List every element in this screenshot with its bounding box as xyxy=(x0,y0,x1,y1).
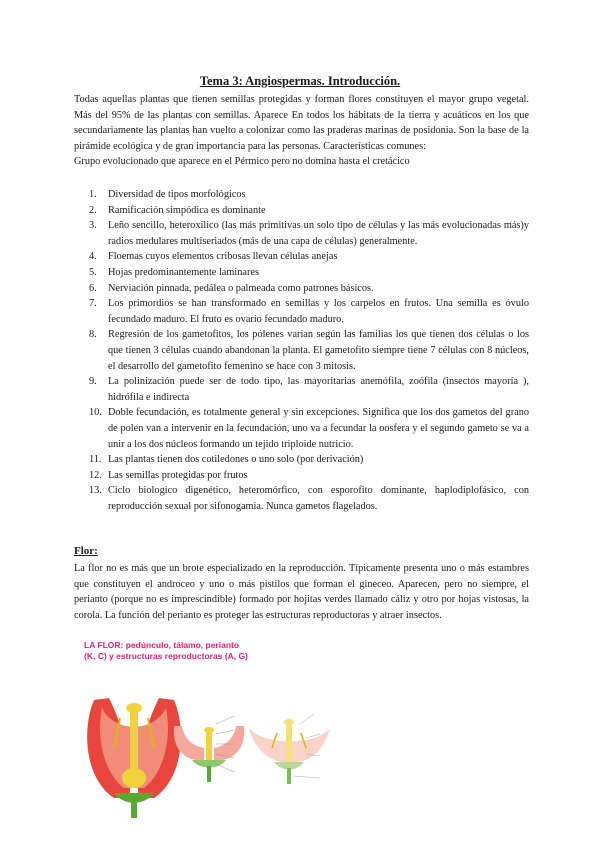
list-item: 13. Ciclo biologico digenético, heteromórfico, con esporofito dominante, haplodiplofásico, con reproducción sexual por sifonogamia. Nunca gametos flagelados. xyxy=(89,485,529,512)
list-item: 2. Ramificación simpódica es dominante xyxy=(89,204,266,216)
large-flower-illustration xyxy=(87,698,181,818)
flower-diagram xyxy=(74,638,374,818)
intro-paragraph: Todas aquellas plantas que tienen semillas protegidas y forman flores constituyen el mayor grupo vegetal. Más del 95% de las plantas con semillas. Aparece En todos los hábitats de la tierra y acuáticos en los que secundariamente las plantas han vuelto a colonizar como las praderas marinas de posidonia. Son la base de la pirámide ecológica y de gran importancia para las personas. Características comunes: xyxy=(74,94,529,152)
list-item: 5. Hojas predominantemente laminares xyxy=(89,266,259,278)
intro-lead: Grupo evolucionado que aparece en el Pérmico pero no domina hasta el cretácico xyxy=(74,156,410,168)
list-item: 12. Las semillas protegidas por frutos xyxy=(89,469,248,481)
list-item: 10. Doble fecundación, es totalmente general y sin excepciones. Significa que los dos gametos del grano de polen van a intervenir en la fecundación, uno va a fecundar la oosfera y el segundo gameto se va a unir a los dos núcleos formando un tejido triploide nutricio. xyxy=(89,407,529,450)
list-item: 1. Diversidad de tipos morfológicos xyxy=(89,189,246,200)
flor-heading: Flor: xyxy=(74,545,98,557)
characteristics-list xyxy=(74,187,529,514)
flower-figure xyxy=(74,638,374,818)
list-item: 8. Regresión de los gametofitos, los pólenes varían según las familias los que tienen dos células o los que tienen 3 células cuando abandonan la planta. El gametofito siempre tiene 7 células con 8 núcleos, el desarrollo del gametofito femenino se hace con 3 mitosis. xyxy=(89,329,529,372)
list-item: 4. Floemas cuyos elementos cribosas llevan células anejas xyxy=(89,251,338,263)
list-item: 7. Los primordios se han transformado en semillas y los carpelos en frutos. Una semilla es óvulo fecundado maduro. El fruto es ovario fecundado maduro. xyxy=(89,298,529,325)
list-item: 9. La polinización puede ser de todo tipo, las mayoritarias anemófila, zoófila (insectos mayoría ), hidrófila e indirecta xyxy=(89,376,529,403)
small-flower-illustration xyxy=(174,716,245,782)
list-item: 3. Leño sencillo, heteroxílico (las más primitivas un solo tipo de células y las más evolucionadas más)y radios medulares multiseriados (más de una capa de células) generalmente. xyxy=(89,220,529,247)
labeled-flower-illustration xyxy=(249,714,330,784)
flor-paragraph: La flor no es más que un brote especializado en la reproducción. Típicamente presenta uno o más estambres que constituyen el androceo y uno o más pistilos que forman el gineceo. Aparecen, pero no siempre, el perianto (porque no es imprescindible) formado por hojitas verdes llamado cáliz y otro por hojas vistosas, la corola. La función del perianto es proteger las estructuras reproductoras y atraer insectos. xyxy=(74,563,529,621)
page-title: Tema 3: Angiospermas. Introducción. xyxy=(199,74,401,88)
intro-section xyxy=(74,92,529,170)
list-item: 6. Nerviación pinnada, pedálea o palmeada como patrones básicos. xyxy=(89,282,374,294)
list-item: 11. Las plantas tienen dos cotiledones o uno solo (por derivación) xyxy=(89,454,364,466)
figure-caption: LA FLOR: pedúnculo, tálamo, perianto (K, C) y estructuras reproductoras (A, G) xyxy=(84,640,248,661)
